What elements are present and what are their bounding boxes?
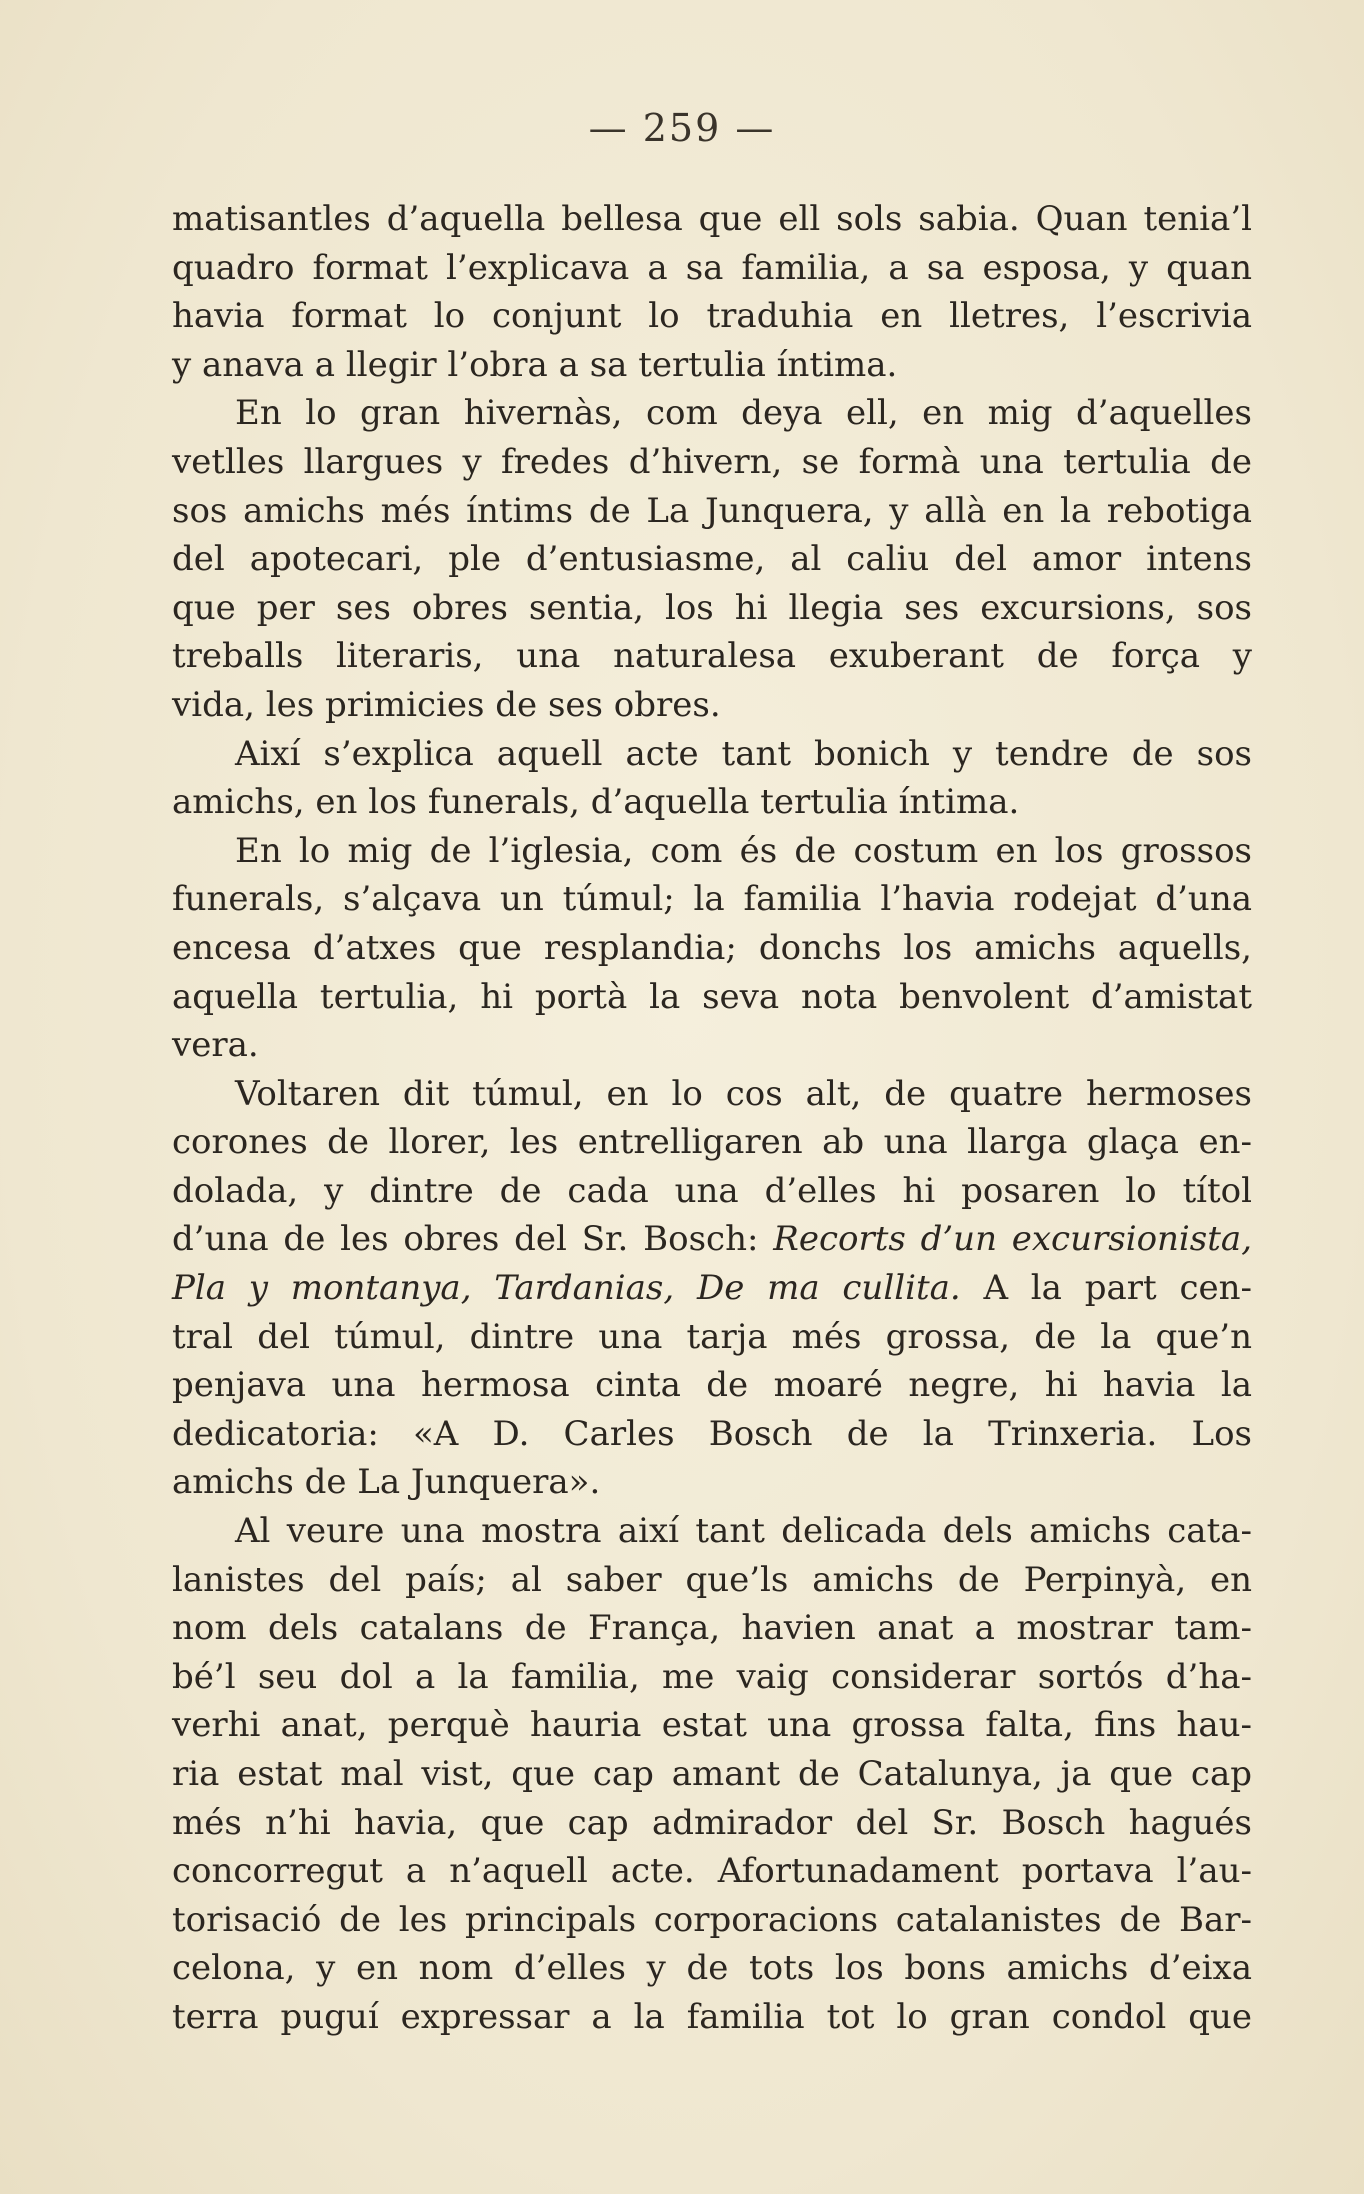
text-segment: Voltaren dit túmul, en lo cos alt, de quatre hermoses [235,1073,1252,1114]
text-segment: nom dels catalans de França, havien anat a mostrar tam- [172,1608,1252,1649]
text-segment: d’una de les obres del Sr. Bosch: [172,1219,774,1260]
text-line [172,438,1252,487]
text-segment: vetlles llargues y fredes d’hivern, se formà una tertulia de [172,441,1252,482]
text-line [172,1361,1252,1410]
text-line [172,1847,1252,1896]
text-segment: més n’hi havia, que cap admirador del Sr. Bosch hagués [172,1802,1252,1843]
text-line [172,1264,1252,1313]
text-segment: y anava a llegir l’obra a sa tertulia íntima. [172,344,898,385]
text-segment: A la part cen- [960,1268,1253,1309]
text-line [172,341,1252,390]
text-line [172,1167,1252,1216]
text-line [172,681,1252,730]
text-line [172,1750,1252,1799]
text-line [172,535,1252,584]
text-line [172,487,1252,536]
text-segment: encesa d’atxes que resplandia; donchs los amichs aquells, [172,927,1252,968]
text-line [172,1021,1252,1070]
page-number: — 259 — [588,106,776,150]
text-line [172,1944,1252,1993]
text-segment: tral del túmul, dintre una tarja més grossa, de la que’n [172,1316,1252,1357]
text-segment: En lo gran hivernàs, com deya ell, en mig d’aquelles [235,393,1252,434]
text-segment: torisació de les principals corporacions catalanistes de Bar- [172,1899,1252,1940]
text-segment: corones de llorer, les entrelligaren ab una llarga glaça en- [172,1122,1252,1163]
text-line [172,924,1252,973]
text-segment: quadro format l’explicava a sa familia, a sa esposa, y quan [172,247,1252,288]
text-line [172,1313,1252,1362]
text-line [172,1458,1252,1507]
text-line [172,827,1252,876]
text-line [172,195,1252,244]
italic-title-segment: Pla y montanya, Tardanias, De ma cullita. [172,1268,961,1309]
italic-title-segment: Recorts d’un excursionista, [773,1219,1252,1260]
text-segment: havia format lo conjunt lo traduhia en lletres, l’escrivia [172,296,1252,337]
text-segment: vida, les primicies de ses obres. [172,684,721,725]
text-segment: que per ses obres sentia, los hi llegia ses excursions, sos [172,587,1252,628]
text-line [172,730,1252,779]
text-line [172,1701,1252,1750]
text-line [172,1653,1252,1702]
text-segment: treballs literaris, una naturalesa exuberant de força y [172,636,1252,677]
text-line [172,1118,1252,1167]
text-line [172,632,1252,681]
text-segment: funerals, s’alçava un túmul; la familia l’havia rodejat d’una [172,879,1252,920]
text-line [172,389,1252,438]
text-line [172,1215,1252,1264]
text-segment: matisantles d’aquella bellesa que ell sols sabia. Quan tenia’l [172,199,1252,239]
text-line [172,875,1252,924]
text-line [172,292,1252,341]
text-line [172,778,1252,827]
text-line [172,584,1252,633]
text-segment: del apotecari, ple d’entusiasme, al caliu del amor intens [172,539,1252,580]
text-segment: dolada, y dintre de cada una d’elles hi posaren lo títol [172,1170,1252,1211]
text-segment: amichs de La Junquera». [172,1462,601,1503]
text-segment: Al veure una mostra així tant delicada dels amichs cata- [235,1511,1252,1552]
text-segment: dedicatoria: «A D. Carles Bosch de la Trinxeria. Los [172,1413,1252,1454]
text-segment: lanistes del país; al saber que’ls amichs de Perpinyà, en [172,1559,1252,1600]
text-line [172,1556,1252,1605]
text-line [172,1410,1252,1459]
text-segment: verhi anat, perquè hauria estat una grossa falta, fins hau- [172,1705,1252,1746]
text-line [172,1993,1252,2042]
body-text [172,195,1252,2042]
text-line [172,1604,1252,1653]
text-segment: terra puguí expressar a la familia tot lo gran condol que [172,1996,1252,2037]
text-segment: aquella tertulia, hi portà la seva nota benvolent d’amistat [172,976,1252,1017]
text-line [172,244,1252,293]
text-segment: vera. [172,1025,259,1066]
text-segment: amichs, en los funerals, d’aquella tertulia íntima. [172,782,1020,823]
text-segment: celona, y en nom d’elles y de tots los bons amichs d’eixa [172,1948,1252,1989]
text-line [172,1896,1252,1945]
text-line [172,1070,1252,1119]
text-segment: bé’l seu dol a la familia, me vaig considerar sortós d’ha- [172,1656,1252,1697]
text-segment: penjava una hermosa cinta de moaré negre, hi havia la [172,1365,1252,1406]
text-segment: En lo mig de l’iglesia, com és de costum en los grossos [235,830,1252,871]
text-line [172,1507,1252,1556]
text-line [172,973,1252,1022]
text-line [172,1799,1252,1848]
text-segment: concorregut a n’aquell acte. Afortunadament portava l’au- [172,1851,1252,1892]
text-segment: ria estat mal vist, que cap amant de Catalunya, ja que cap [172,1754,1252,1794]
text-segment: sos amichs més íntims de La Junquera, y allà en la rebotiga [172,490,1252,531]
text-segment: Així s’explica aquell acte tant bonich y tendre de sos [235,733,1252,774]
